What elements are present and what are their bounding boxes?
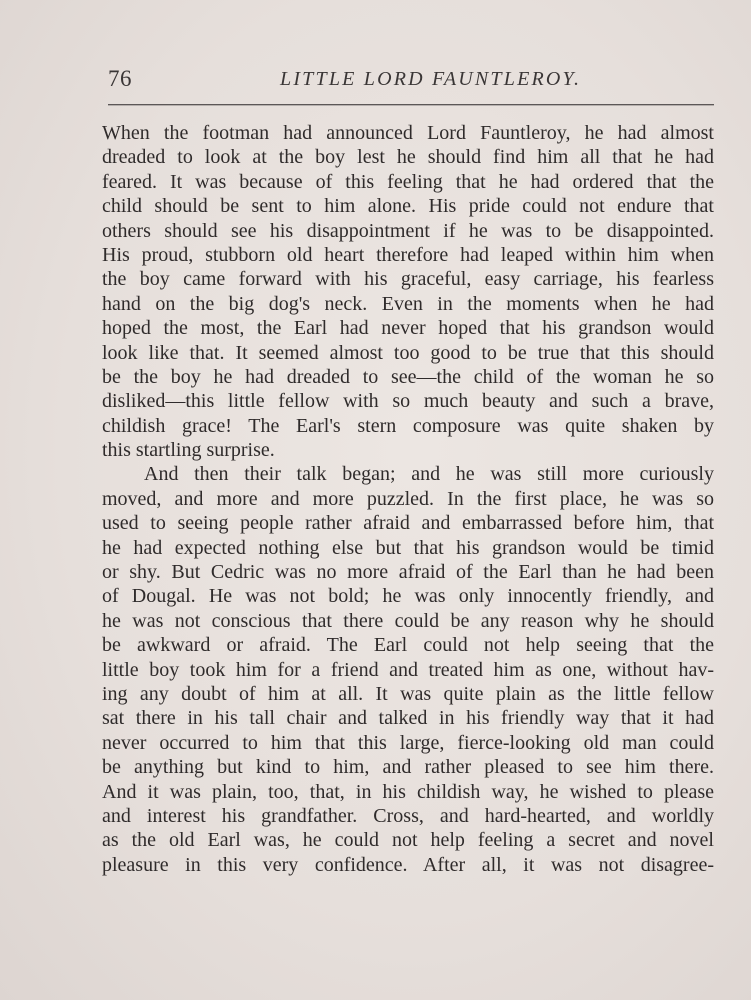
- text-line: dreaded to look at the boy lest he should find him all that he had: [102, 146, 714, 169]
- text-line: And it was plain, too, that, in his childish way, he wished to please: [102, 780, 714, 803]
- text-line: used to seeing people rather afraid and embarrassed before him, that: [102, 512, 714, 535]
- text-line: this startling surprise.: [102, 439, 275, 462]
- paragraph-1: [102, 121, 714, 462]
- text-line: His proud, stubborn old heart therefore had leaped within him when: [102, 243, 714, 266]
- text-line: little boy took him for a friend and treated him as one, without hav-: [102, 658, 714, 681]
- page-number: 76: [108, 66, 132, 91]
- text-line: and interest his grandfather. Cross, and hard-hearted, and worldly: [102, 804, 714, 827]
- text-line: moved, and more and more puzzled. In the first place, he was so: [102, 487, 714, 510]
- text-line: be awkward or afraid. The Earl could not help seeing that the: [102, 634, 714, 657]
- text-line: When the footman had announced Lord Fauntleroy, he had almost: [102, 122, 714, 144]
- text-line: as the old Earl was, he could not help feeling a secret and novel: [102, 829, 714, 852]
- text-line: others should see his disappointment if he was to be disappointed.: [102, 219, 714, 242]
- text-line: be the boy he had dreaded to see—the child of the woman he so: [102, 365, 714, 388]
- text-line: disliked—this little fellow with so much beauty and such a brave,: [102, 390, 714, 413]
- body-text: [102, 121, 714, 877]
- text-line: he had expected nothing else but that his grandson would be timid: [102, 536, 714, 559]
- paragraph-2: [102, 462, 714, 877]
- text-line: And then their talk began; and he was still more curiously: [144, 463, 714, 486]
- text-line: sat there in his tall chair and talked in his friendly way that it had: [102, 707, 714, 730]
- text-line: he was not conscious that there could be any reason why he should: [102, 609, 714, 632]
- text-line: hoped the most, the Earl had never hoped that his grandson would: [102, 317, 714, 340]
- text-line: feared. It was because of this feeling that he had ordered that the: [102, 170, 714, 193]
- page-header: [108, 66, 714, 96]
- text-line: or shy. But Cedric was no more afraid of the Earl than he had been: [102, 561, 714, 584]
- text-line: child should be sent to him alone. His pride could not endure that: [102, 195, 714, 218]
- text-line: of Dougal. He was not bold; he was only innocently friendly, and: [102, 585, 714, 608]
- text-line: ing any doubt of him at all. It was quite plain as the little fellow: [102, 682, 714, 705]
- text-line: be anything but kind to him, and rather pleased to see him there.: [102, 756, 714, 779]
- header-rule: [108, 104, 714, 105]
- running-title: LITTLE LORD FAUNTLEROY.: [280, 68, 582, 90]
- text-line: the boy came forward with his graceful, easy carriage, his fearless: [102, 268, 714, 291]
- text-line: childish grace! The Earl's stern composure was quite shaken by: [102, 414, 714, 437]
- text-line: never occurred to him that this large, fierce-looking old man could: [102, 731, 714, 754]
- text-line: look like that. It seemed almost too good to be true that this should: [102, 341, 714, 364]
- text-line: hand on the big dog's neck. Even in the moments when he had: [102, 292, 714, 315]
- text-line: pleasure in this very confidence. After all, it was not disagree-: [102, 853, 714, 876]
